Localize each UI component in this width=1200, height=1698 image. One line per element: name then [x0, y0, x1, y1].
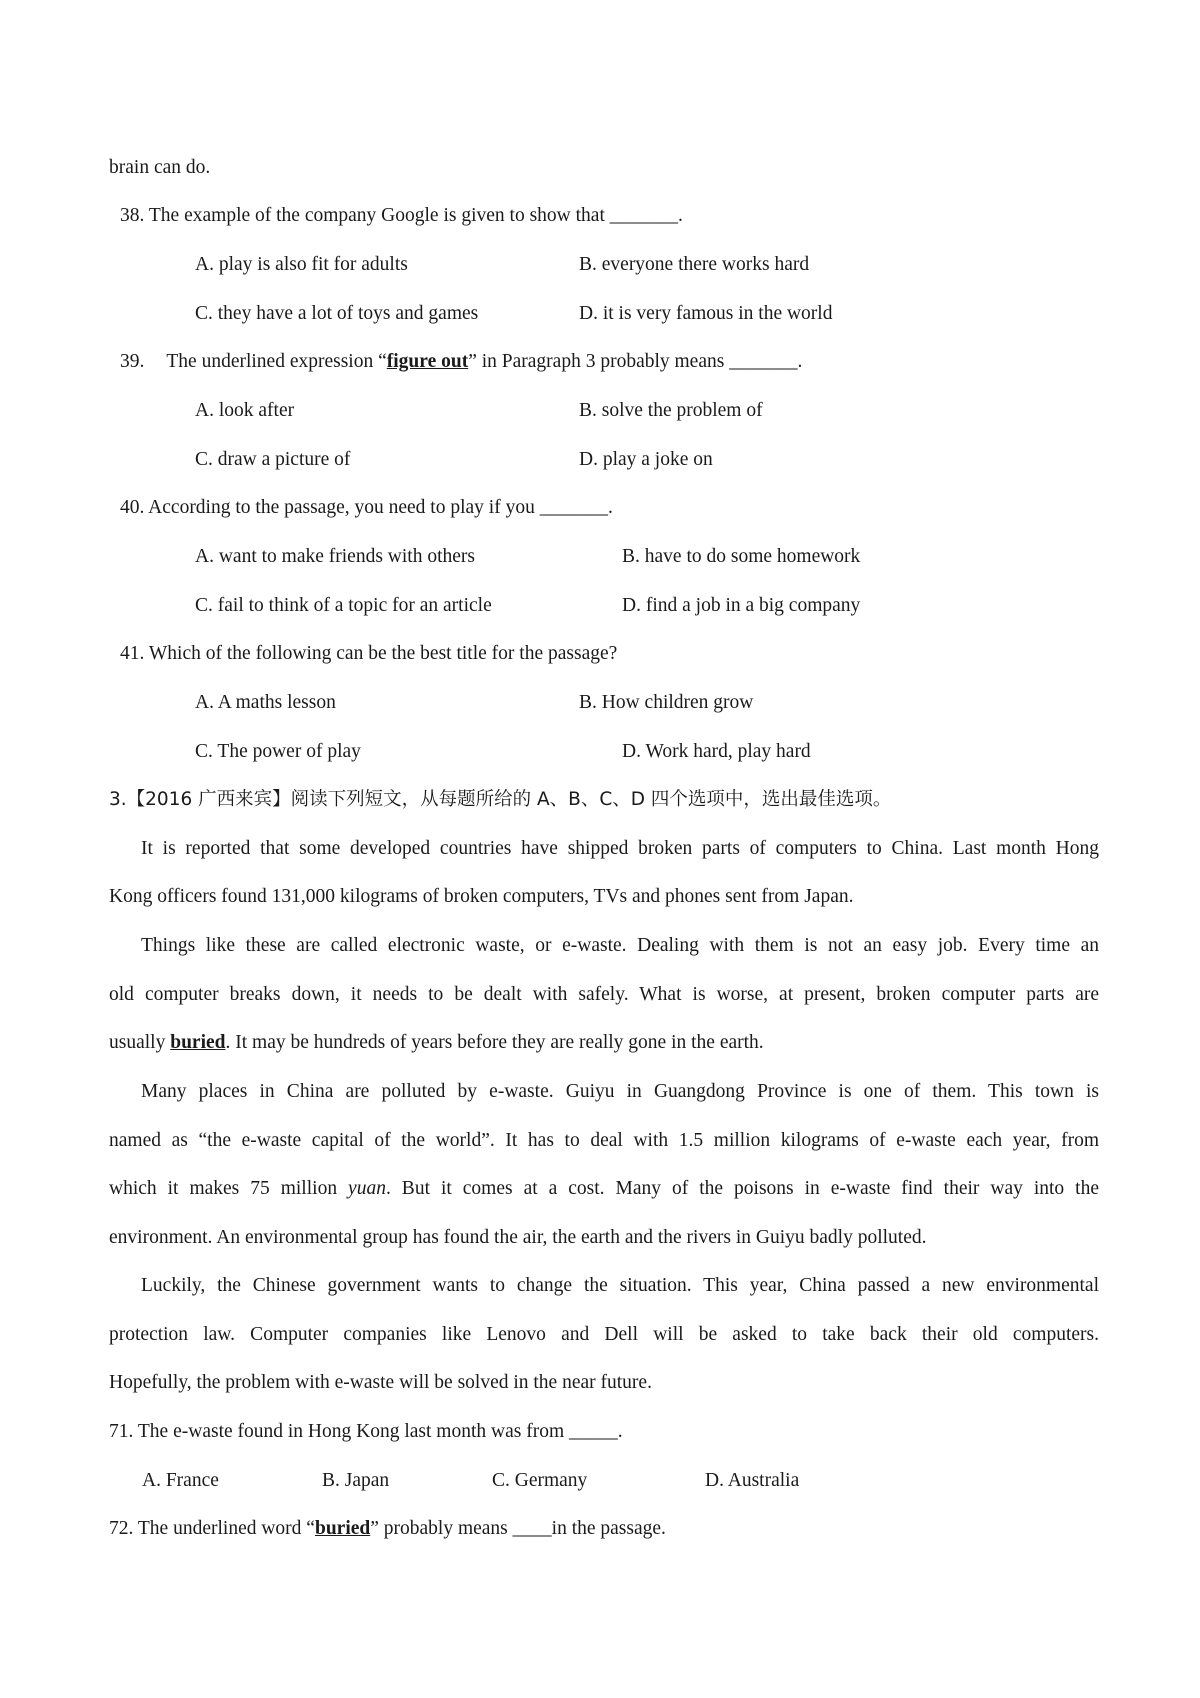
q71-option-c: C. Germany [492, 1470, 588, 1491]
passage-p3-line1: Many places in China are polluted by e-waste. Guiyu in Guangdong Province is one of them. This town is [141, 1081, 1099, 1102]
q71-option-b: B. Japan [322, 1470, 390, 1491]
q72-text-post: ” probably means ____in the passage. [370, 1518, 666, 1539]
q38-option-c: C. they have a lot of toys and games [195, 303, 479, 324]
question-40-stem: 40. According to the passage, you need to play if you _______. [120, 497, 613, 518]
passage-p4-line2: protection law. Computer companies like Lenovo and Dell will be asked to take back their old computers. [109, 1324, 1099, 1345]
question-38-stem: 38. The example of the company Google is given to show that _______. [120, 205, 683, 226]
underlined-word-buried: buried [170, 1032, 226, 1053]
question-71-stem: 71. The e-waste found in Hong Kong last month was from _____. [109, 1421, 623, 1442]
q41-option-a: A. A maths lesson [195, 692, 336, 713]
q72-underlined-term: buried [314, 1518, 371, 1539]
p2-line3-pre: usually [109, 1032, 171, 1053]
q39-option-b: B. solve the problem of [579, 400, 763, 421]
q72-text-pre: 72. The underlined word “ [109, 1518, 315, 1539]
q38-option-a: A. play is also fit for adults [195, 254, 408, 275]
question-72-stem [109, 1516, 666, 1542]
passage-p2-line2: old computer breaks down, it needs to be dealt with safely. What is worse, at present, broken computer parts are [109, 984, 1099, 1005]
passage-p2-line3 [109, 1030, 764, 1056]
passage-p4-line3: Hopefully, the problem with e-waste will be solved in the near future. [109, 1372, 652, 1393]
q38-option-d: D. it is very famous in the world [579, 303, 833, 324]
q39-underlined-term: figure out [386, 351, 469, 372]
q38-option-b: B. everyone there works hard [579, 254, 810, 275]
passage-p1-line1: It is reported that some developed countries have shipped broken parts of computers to China. Last month Hong [141, 838, 1099, 859]
q39-option-d: D. play a joke on [579, 449, 713, 470]
q39-option-c: C. draw a picture of [195, 449, 351, 470]
q39-number: 39. [120, 351, 145, 372]
q41-option-d: D. Work hard, play hard [622, 741, 811, 762]
passage-p3-line4: environment. An environmental group has found the air, the earth and the rivers in Guiyu badly polluted. [109, 1227, 927, 1248]
q39-text-pre: The underlined expression “ [166, 351, 387, 372]
passage-p2-line1: Things like these are called electronic waste, or e-waste. Dealing with them is not an easy job. Every time an [141, 935, 1099, 956]
italic-word-yuan: yuan [348, 1178, 386, 1199]
question-39-stem [120, 349, 802, 375]
question-41-stem: 41. Which of the following can be the best title for the passage? [120, 643, 618, 664]
q41-option-c: C. The power of play [195, 741, 361, 762]
q40-option-a: A. want to make friends with others [195, 546, 475, 567]
passage-p3-line3 [109, 1176, 1099, 1202]
passage-p1-line2: Kong officers found 131,000 kilograms of broken computers, TVs and phones sent from Japan. [109, 886, 854, 907]
q71-option-a: A. France [142, 1470, 219, 1491]
section-3-header: 3.【2016 广西来宾】阅读下列短文，从每题所给的 A、B、C、D 四个选项中，选出最佳选项。 [109, 789, 892, 810]
p3-line3-pre: which it makes 75 million [109, 1178, 349, 1199]
q71-option-d: D. Australia [705, 1470, 800, 1491]
p2-line3-post: . It may be hundreds of years before they are really gone in the earth. [225, 1032, 764, 1053]
p3-line3-post: . But it comes at a cost. Many of the poisons in e-waste find their way into the [385, 1178, 1099, 1199]
q39-option-a: A. look after [195, 400, 295, 421]
passage-p4-line1: Luckily, the Chinese government wants to change the situation. This year, China passed a new environmental [141, 1275, 1099, 1296]
q40-option-d: D. find a job in a big company [622, 595, 861, 616]
q40-option-c: C. fail to think of a topic for an article [195, 595, 492, 616]
continued-text: brain can do. [109, 157, 211, 178]
passage-p3-line2: named as “the e-waste capital of the world”. It has to deal with 1.5 million kilograms of e-waste each year, from [109, 1130, 1099, 1151]
q40-option-b: B. have to do some homework [622, 546, 861, 567]
q39-text-post: ” in Paragraph 3 probably means _______. [468, 351, 803, 372]
q41-option-b: B. How children grow [579, 692, 754, 713]
